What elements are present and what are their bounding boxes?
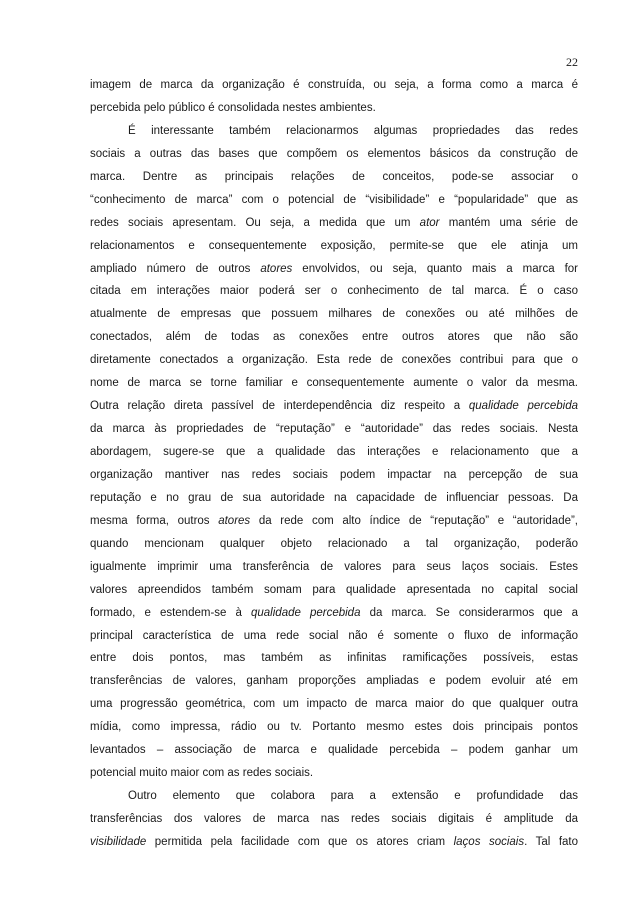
text-line <box>90 831 578 854</box>
text-segment: transferências dos valores de marca nas redes sociais digitais é amplitude da <box>90 813 578 825</box>
text-segment: citada em interações maior poderá ser o conhecimento de tal marca. É o caso <box>90 285 578 298</box>
text-line <box>90 510 578 533</box>
text-line <box>90 303 578 326</box>
text-segment: nome de marca se torne familiar e consequentemente aumente o valor da mesma. <box>90 377 578 390</box>
italic-text-segment: qualidade percebida <box>468 400 578 413</box>
italic-text-segment: qualidade percebida <box>251 606 361 619</box>
italic-text-segment: atores <box>260 262 293 275</box>
italic-text-segment: atores <box>218 514 251 527</box>
text-line <box>90 166 578 189</box>
text-line <box>90 533 578 556</box>
text-segment: da marca às propriedades de “reputação” e “autoridade” das redes sociais. Nesta <box>90 423 578 436</box>
text-segment: redes sociais apresentam. Ou seja, a medida que um <box>90 216 420 229</box>
text-line <box>90 487 578 510</box>
text-line <box>90 74 578 97</box>
text-line <box>90 625 578 648</box>
text-segment: relacionamentos e consequentemente exposição, permite-se que ele atinja um <box>90 239 578 252</box>
text-line <box>90 716 578 739</box>
text-segment: marca. Dentre as principais relações de conceitos, pode-se associar o <box>90 170 578 183</box>
body-text <box>90 74 578 854</box>
text-line <box>90 395 578 418</box>
text-segment: organização mantiver nas redes sociais podem impactar na percepção de sua <box>90 468 578 481</box>
text-segment: ampliado número de outros <box>90 262 261 275</box>
text-line <box>90 579 578 602</box>
text-line <box>90 464 578 487</box>
text-line <box>90 189 578 212</box>
text-segment: . Tal fato <box>524 835 578 848</box>
text-segment: conectados, além de todas as conexões entre outros atores que não são <box>90 331 578 344</box>
text-segment: imagem de marca da organização é construída, ou seja, a forma como a marca é <box>90 79 578 91</box>
text-segment: reputação e no grau de sua autoridade na capacidade de influenciar pessoas. Da <box>90 491 578 504</box>
text-segment: transferências de valores, ganham proporções ampliadas e podem evoluir até em <box>90 675 578 688</box>
text-line <box>90 372 578 395</box>
text-segment: Outra relação direta passível de interdependência diz respeito a <box>90 400 469 413</box>
page-number: 22 <box>566 55 578 69</box>
text-segment: levantados – associação de marca e qualidade percebida – podem ganhar um <box>90 744 578 757</box>
text-line <box>90 212 578 235</box>
text-line <box>90 602 578 625</box>
text-segment: da rede com alto índice de “reputação” e “autoridade”, <box>250 514 578 527</box>
text-segment: mídia, como impressa, rádio ou tv. Portanto mesmo estes dois principais pontos <box>90 721 578 734</box>
text-segment: percebida pelo público é consolidada nestes ambientes. <box>90 101 376 114</box>
text-segment: atualmente de empresas que possuem milhares de conexões ou até milhões de <box>90 308 578 321</box>
text-segment: principal característica de uma rede social não é somente o fluxo de informação <box>90 629 578 642</box>
italic-text-segment: visibilidade <box>90 835 147 848</box>
text-segment: valores apreendidos também somam para qualidade apresentada no capital social <box>90 583 578 596</box>
text-segment: igualmente imprimir uma transferência de valores para seus laços sociais. Estes <box>90 560 578 573</box>
text-line <box>90 808 578 831</box>
text-segment: potencial muito maior com as redes sociais. <box>90 767 314 780</box>
text-line <box>90 441 578 464</box>
text-segment: Outro elemento que colabora para a extensão e profundidade das <box>128 790 578 803</box>
text-line <box>90 670 578 693</box>
text-segment: diretamente conectados a organização. Esta rede de conexões contribui para que o <box>90 354 578 367</box>
text-segment: formado, e estendem-se à <box>90 606 251 619</box>
text-segment: sociais a outras das bases que compõem os elementos básicos da construção de <box>90 147 578 160</box>
text-segment: envolvidos, ou seja, quanto mais a marca for <box>292 262 578 275</box>
text-line <box>90 280 578 303</box>
text-segment: abordagem, sugere-se que a qualidade das interações e relacionamento que a <box>90 446 578 458</box>
text-segment: É interessante também relacionarmos algumas propriedades das redes <box>128 124 578 137</box>
text-line <box>90 258 578 281</box>
text-line <box>90 762 578 785</box>
text-line <box>90 97 578 120</box>
text-line <box>90 120 578 143</box>
text-segment: quando mencionam qualquer objeto relacionado a tal organização, poderão <box>90 537 578 550</box>
text-segment: “conhecimento de marca” com o potencial de “visibilidade” e “popularidade” que as <box>90 193 578 206</box>
text-line <box>90 556 578 579</box>
text-segment: mesma forma, outros <box>90 514 219 527</box>
text-segment: entre dois pontos, mas também as infinitas ramificações possíveis, estas <box>90 652 578 665</box>
text-line <box>90 418 578 441</box>
text-segment: permitida pela facilidade com que os atores criam <box>146 835 454 848</box>
text-line <box>90 647 578 670</box>
text-segment: mantém uma série de <box>439 216 578 229</box>
text-segment: uma progressão geométrica, com um impacto de marca maior do que qualquer outra <box>90 698 578 711</box>
text-line <box>90 349 578 372</box>
italic-text-segment: ator <box>419 216 440 229</box>
text-line <box>90 785 578 808</box>
text-line <box>90 143 578 166</box>
text-line <box>90 739 578 762</box>
text-line <box>90 693 578 716</box>
text-line <box>90 326 578 349</box>
text-line <box>90 235 578 258</box>
italic-text-segment: laços sociais <box>453 835 525 848</box>
text-segment: da marca. Se considerarmos que a <box>360 606 578 619</box>
